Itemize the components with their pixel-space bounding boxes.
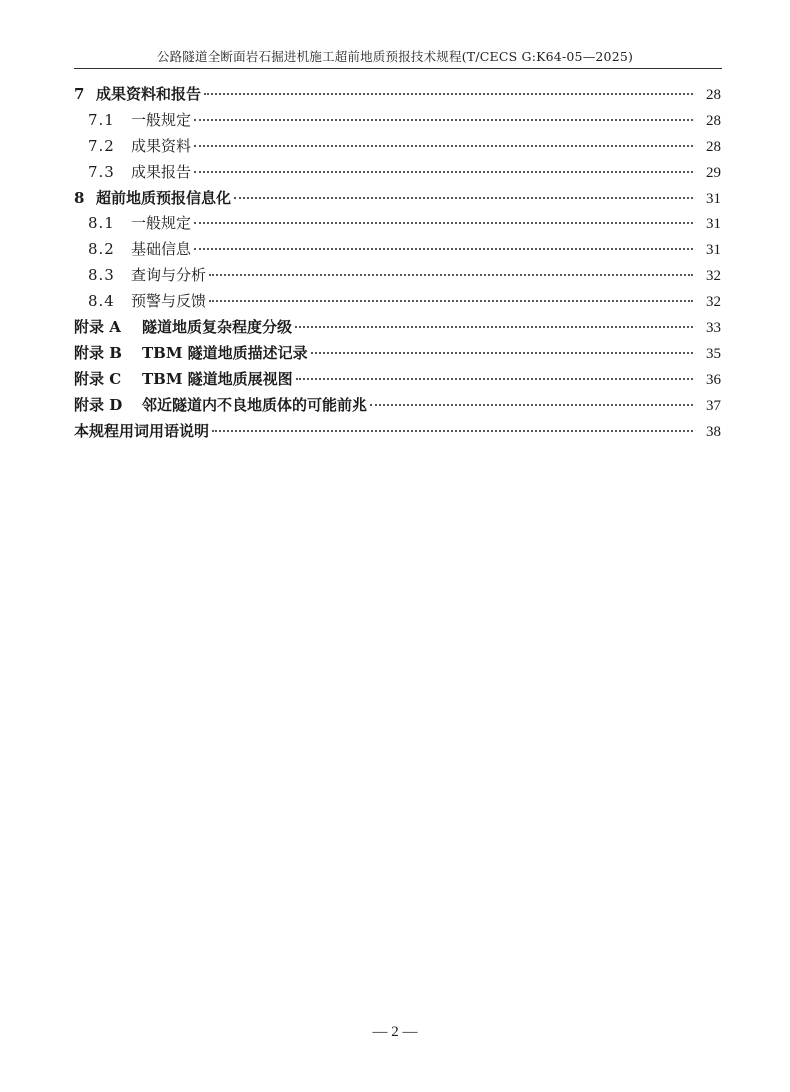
toc-entry-title: 本规程用词用语说明 [74,421,210,440]
toc-entry-number: 附录 D [74,395,123,414]
dot-leader [370,404,693,406]
toc-entry-page: 37 [706,397,721,414]
toc-entry-number: 8.2 [88,240,115,259]
toc-entry-title: 邻近隧道内不良地质体的可能前兆 [142,395,368,414]
toc-entry-page: 28 [706,112,721,129]
toc-entry [74,263,721,289]
toc-entry [74,108,721,134]
toc-entry [74,419,721,445]
toc-entry [74,393,721,419]
toc-entry [74,237,721,263]
toc-entry-title: TBM 隧道地质描述记录 [142,343,308,362]
toc-entry-page: 32 [706,294,721,311]
toc-entry-page: 28 [706,138,721,155]
dot-leader [194,145,693,147]
dot-leader [311,352,693,354]
toc-entry [74,82,721,108]
toc-entry-number: 7 [74,85,85,103]
dot-leader [194,171,693,173]
toc-entry-title: 一般规定 [131,110,192,129]
page-number: — 2 — [372,1024,418,1040]
toc-entry-title: TBM 隧道地质展视图 [142,369,293,388]
dot-leader [204,93,693,95]
toc-entry [74,134,721,160]
toc-entry-number: 8.4 [88,292,115,311]
dot-leader [194,248,693,250]
toc-entry-title: 预警与反馈 [131,292,207,311]
dot-leader [212,430,693,432]
table-of-contents [74,82,721,444]
toc-entry-title: 超前地质预报信息化 [96,188,232,207]
dot-leader [295,326,693,328]
toc-entry-title: 成果资料和报告 [96,85,202,103]
dot-leader [194,119,693,121]
toc-entry-page: 31 [706,242,721,259]
toc-entry-page: 32 [706,268,721,285]
dot-leader [209,300,693,302]
toc-entry-page: 38 [706,423,721,440]
toc-entry-number: 7.2 [88,136,115,155]
toc-entry-title: 成果报告 [131,162,192,181]
toc-entry-title: 成果资料 [131,136,192,155]
toc-entry-title: 一般规定 [131,214,192,233]
toc-entry-number: 8 [74,188,85,207]
toc-entry-number: 8.3 [88,266,115,285]
running-header: 公路隧道全断面岩石掘进机施工超前地质预报技术规程(T/CECS G:K64-05—2025) [156,49,634,64]
toc-entry-number: 附录 A [74,318,121,337]
toc-entry-page: 36 [706,371,721,388]
toc-entry [74,186,721,212]
header-rule [74,68,722,69]
toc-entry [74,160,721,186]
toc-entry-page: 29 [706,164,721,181]
toc-entry-number: 7.1 [88,110,115,129]
toc-entry-page: 33 [706,320,721,337]
toc-entry [74,211,721,237]
toc-entry [74,315,721,341]
toc-entry-number: 附录 C [74,369,122,388]
dot-leader [296,378,693,380]
toc-entry [74,289,721,315]
toc-entry-page: 35 [706,345,721,362]
dot-leader [209,274,693,276]
toc-entry-number: 7.3 [88,162,115,181]
toc-entry-title: 查询与分析 [131,266,207,285]
toc-entry [74,367,721,393]
toc-entry-page: 31 [706,216,721,233]
dot-leader [194,222,693,224]
toc-entry [74,341,721,367]
dot-leader [234,197,693,199]
toc-entry-number: 附录 B [74,343,122,362]
toc-entry-page: 28 [706,87,721,103]
toc-entry-page: 31 [706,190,721,207]
toc-entry-title: 基础信息 [131,240,192,259]
toc-entry-number: 8.1 [88,214,115,233]
toc-entry-title: 隧道地质复杂程度分级 [142,318,293,337]
